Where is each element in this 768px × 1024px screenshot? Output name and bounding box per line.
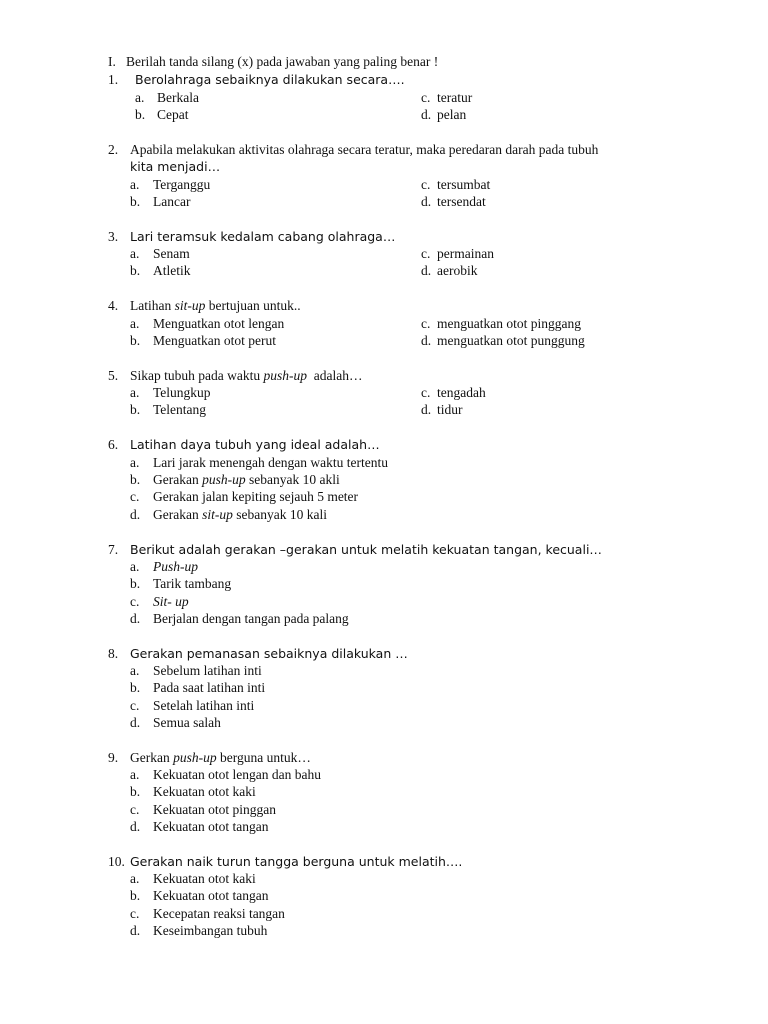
option-letter: a. (130, 177, 140, 192)
option-letter: a. (130, 455, 140, 470)
question-text-continued: kita menjadi… (130, 159, 221, 174)
option-text: Gerakan push-up sebanyak 10 akli (153, 472, 340, 487)
option-text: menguatkan otot punggung (437, 333, 585, 348)
option-text: Telungkup (153, 385, 211, 400)
option-text: Sebelum latihan inti (153, 663, 262, 678)
option-text: Menguatkan otot lengan (153, 316, 285, 331)
question-number: 7. (108, 542, 119, 557)
option-text: Atletik (153, 263, 191, 278)
option-letter: b. (130, 472, 141, 487)
option-text: Tarik tambang (153, 576, 232, 591)
option-letter: c. (130, 906, 140, 921)
option-letter: d. (421, 107, 432, 122)
option-letter: d. (130, 923, 141, 938)
option-letter: b. (130, 402, 141, 417)
option-text: Setelah latihan inti (153, 698, 255, 713)
question-text: Latihan daya tubuh yang ideal adalah… (130, 437, 380, 452)
option-text: Gerakan jalan kepiting sejauh 5 meter (153, 489, 359, 504)
option-letter: c. (421, 316, 431, 331)
question-text: Latihan sit-up bertujuan untuk.. (130, 298, 301, 313)
option-letter: b. (130, 333, 141, 348)
question-text: Apabila melakukan aktivitas olahraga secara teratur, maka peredaran darah pada tubuh (130, 142, 599, 157)
option-text: tersendat (437, 194, 486, 209)
option-letter: b. (130, 576, 141, 591)
option-text: menguatkan otot pinggang (437, 316, 581, 331)
question-text: Berolahraga sebaiknya dilakukan secara…. (135, 72, 405, 87)
option-letter: c. (130, 489, 140, 504)
option-letter: a. (130, 871, 140, 886)
question-number: 6. (108, 437, 119, 452)
option-letter: a. (130, 385, 140, 400)
option-letter: a. (130, 316, 140, 331)
option-text: Cepat (157, 107, 189, 122)
option-text: Telentang (153, 402, 207, 417)
option-letter: d. (421, 194, 432, 209)
section-number: I. (108, 54, 116, 69)
option-text: Lari jarak menengah dengan waktu tertentu (153, 455, 389, 470)
option-letter: c. (130, 594, 140, 609)
option-letter: b. (135, 107, 146, 122)
option-letter: a. (130, 559, 140, 574)
question-number: 1. (108, 72, 119, 87)
question-number: 10. (108, 854, 125, 869)
instruction-text: Berilah tanda silang (x) pada jawaban yang paling benar ! (126, 54, 439, 69)
option-letter: b. (130, 194, 141, 209)
option-text: Lancar (153, 194, 191, 209)
option-letter: d. (421, 333, 432, 348)
option-text: Kekuatan otot tangan (153, 819, 269, 834)
option-text: Keseimbangan tubuh (153, 923, 268, 938)
option-text: Kecepatan reaksi tangan (153, 906, 285, 921)
option-text: Senam (153, 246, 190, 261)
option-text: Terganggu (153, 177, 211, 192)
option-letter: a. (130, 246, 140, 261)
option-text: Berjalan dengan tangan pada palang (153, 611, 349, 626)
option-text: teratur (437, 90, 473, 105)
question-text: Sikap tubuh pada waktu push-up adalah… (130, 368, 363, 383)
option-letter: c. (421, 177, 431, 192)
option-letter: a. (135, 90, 145, 105)
question-number: 4. (108, 298, 119, 313)
option-letter: c. (130, 802, 140, 817)
option-text: tengadah (437, 385, 486, 400)
option-text: permainan (437, 246, 494, 261)
option-text: Kekuatan otot pinggan (153, 802, 276, 817)
option-text: Pada saat latihan inti (153, 680, 266, 695)
option-letter: b. (130, 680, 141, 695)
option-letter: c. (421, 246, 431, 261)
option-text: pelan (437, 107, 467, 122)
option-text: Gerakan sit-up sebanyak 10 kali (153, 507, 327, 522)
option-text: Semua salah (153, 715, 221, 730)
option-letter: b. (130, 263, 141, 278)
option-letter: d. (130, 507, 141, 522)
option-letter: a. (130, 663, 140, 678)
option-letter: c. (421, 385, 431, 400)
option-text: tidur (437, 402, 463, 417)
question-number: 9. (108, 750, 119, 765)
option-text: Sit- up (153, 594, 189, 609)
option-letter: d. (130, 819, 141, 834)
option-letter: a. (130, 767, 140, 782)
option-text: aerobik (437, 263, 478, 278)
option-letter: d. (421, 263, 432, 278)
question-text: Lari teramsuk kedalam cabang olahraga… (130, 229, 396, 244)
option-text: Menguatkan otot perut (153, 333, 276, 348)
question-text: Gerkan push-up berguna untuk… (130, 750, 311, 765)
option-letter: d. (130, 611, 141, 626)
question-text: Berikut adalah gerakan –gerakan untuk melatih kekuatan tangan, kecuali… (130, 542, 602, 557)
option-letter: d. (421, 402, 432, 417)
option-letter: b. (130, 888, 141, 903)
option-letter: c. (130, 698, 140, 713)
option-text: Kekuatan otot kaki (153, 871, 256, 886)
option-letter: b. (130, 784, 141, 799)
question-number: 5. (108, 368, 119, 383)
question-number: 8. (108, 646, 119, 661)
option-letter: c. (421, 90, 431, 105)
option-text: Berkala (157, 90, 199, 105)
question-number: 3. (108, 229, 119, 244)
option-text: Kekuatan otot tangan (153, 888, 269, 903)
question-text: Gerakan pemanasan sebaiknya dilakukan … (130, 646, 408, 661)
option-letter: d. (130, 715, 141, 730)
question-number: 2. (108, 142, 119, 157)
option-text: Kekuatan otot kaki (153, 784, 256, 799)
option-text: Kekuatan otot lengan dan bahu (153, 767, 321, 782)
option-text: Push-up (153, 559, 198, 574)
question-text: Gerakan naik turun tangga berguna untuk melatih…. (130, 854, 463, 869)
option-text: tersumbat (437, 177, 491, 192)
